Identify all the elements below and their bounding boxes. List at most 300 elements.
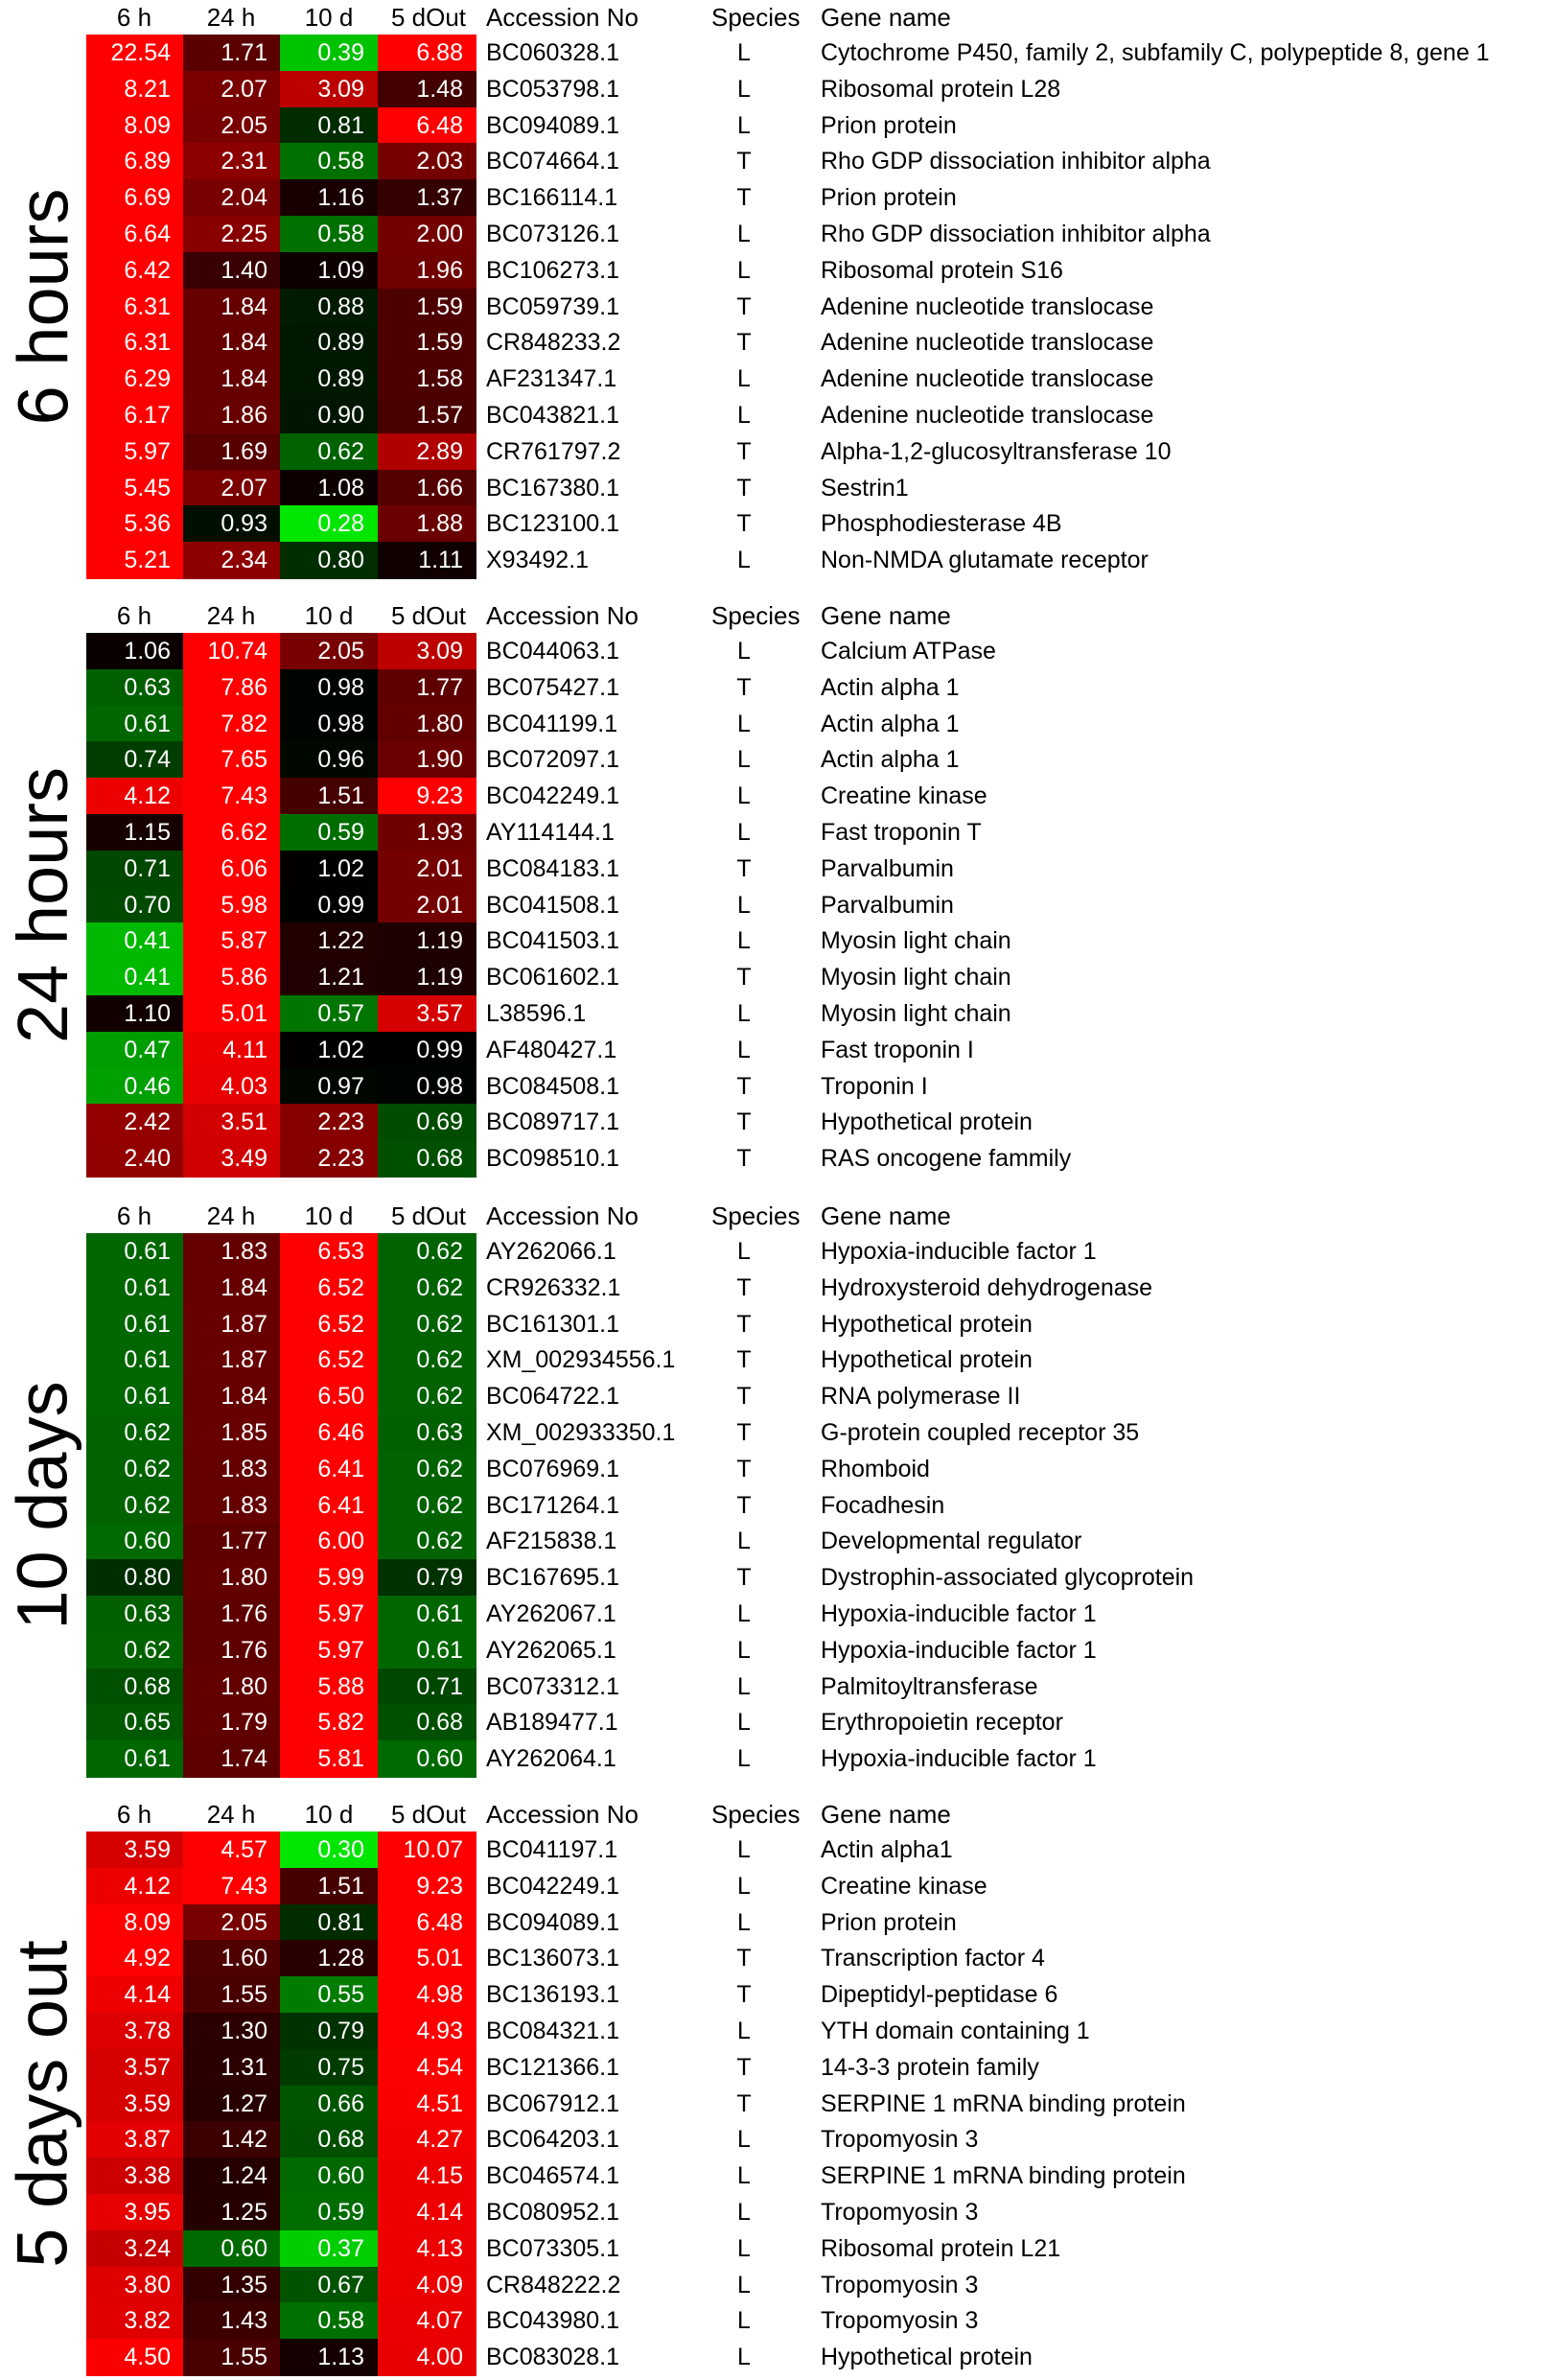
species-code: T — [736, 1145, 752, 1173]
heatmap-cell: 0.75 — [280, 2049, 378, 2087]
accession-number: BC167695.1 — [486, 1564, 620, 1592]
heatmap-cell: 1.88 — [378, 505, 476, 543]
species-code: L — [737, 1745, 751, 1773]
species-code: T — [736, 329, 752, 357]
heatmap-cell: 2.40 — [86, 1140, 184, 1178]
heatmap-cell: 4.98 — [378, 1976, 476, 2014]
gene-name: Actin alpha 1 — [821, 710, 960, 737]
species-code: T — [736, 673, 752, 701]
heatmap-cell: 6.00 — [280, 1523, 378, 1560]
heatmap-panel — [0, 0, 1556, 578]
gene-name: Palmitoyltransferase — [821, 1672, 1038, 1700]
gene-name: Tropomyosin 3 — [821, 2271, 979, 2298]
column-header: Gene name — [821, 3, 951, 32]
heatmap-cell: 6.52 — [280, 1342, 378, 1379]
heatmap-cell: 2.23 — [280, 1140, 378, 1178]
heatmap-cell: 2.25 — [183, 216, 281, 253]
species-code: T — [736, 1945, 752, 1972]
table-row — [0, 1904, 1556, 1941]
heatmap-cell: 0.62 — [378, 1451, 476, 1488]
gene-name: Rho GDP dissociation inhibitor alpha — [821, 148, 1211, 175]
heatmap-cell: 3.51 — [183, 1104, 281, 1141]
heatmap-cell: 0.62 — [86, 1487, 184, 1525]
table-row — [0, 1487, 1556, 1524]
table-row — [0, 1068, 1556, 1105]
table-row — [0, 1451, 1556, 1487]
accession-number: BC167380.1 — [486, 474, 620, 502]
heatmap-cell: 0.61 — [86, 1306, 184, 1343]
heatmap-cell: 0.37 — [280, 2230, 378, 2268]
heatmap-cell: 7.43 — [183, 1868, 281, 1905]
accession-number: BC161301.1 — [486, 1310, 620, 1338]
species-code: L — [737, 75, 751, 103]
gene-name: SERPINE 1 mRNA binding protein — [821, 2089, 1186, 2117]
table-row — [0, 1378, 1556, 1414]
heatmap-cell: 0.62 — [86, 1451, 184, 1488]
heatmap-cell: 0.63 — [86, 1596, 184, 1633]
heatmap-cell: 1.84 — [183, 361, 281, 398]
heatmap-cell: 0.68 — [378, 1140, 476, 1178]
species-code: L — [737, 1672, 751, 1700]
heatmap-cell: 0.61 — [86, 1270, 184, 1307]
gene-name: Actin alpha 1 — [821, 673, 960, 701]
species-code: L — [737, 547, 751, 574]
heatmap-cell: 0.63 — [378, 1414, 476, 1452]
heatmap-cell: 3.82 — [86, 2302, 184, 2340]
heatmap-cell: 2.01 — [378, 851, 476, 888]
gene-name: YTH domain containing 1 — [821, 2018, 1090, 2044]
gene-name: Ribosomal protein L21 — [821, 2234, 1061, 2262]
table-row — [0, 1740, 1556, 1777]
heatmap-cell: 3.59 — [86, 1832, 184, 1869]
species-code: T — [736, 1346, 752, 1374]
heatmap-cell: 6.17 — [86, 397, 184, 434]
table-row — [0, 706, 1556, 742]
heatmap-cell: 1.19 — [378, 922, 476, 960]
table-row — [0, 2158, 1556, 2194]
accession-number: BC136193.1 — [486, 1981, 620, 2009]
table-row — [0, 814, 1556, 851]
species-code: T — [736, 1072, 752, 1100]
column-header: 5 dOut — [390, 1800, 467, 1829]
gene-name: Hypothetical protein — [821, 2344, 1033, 2371]
heatmap-cell: 3.49 — [183, 1140, 281, 1178]
gene-name: Dystrophin-associated glycoprotein — [821, 1564, 1195, 1592]
heatmap-cell: 1.19 — [378, 959, 476, 996]
heatmap-cell: 1.42 — [183, 2121, 281, 2158]
heatmap-cell: 1.84 — [183, 1378, 281, 1415]
heatmap-cell: 1.11 — [378, 542, 476, 579]
column-header: Species — [711, 1202, 801, 1230]
heatmap-cell: 4.14 — [378, 2194, 476, 2231]
heatmap-cell: 0.60 — [378, 1740, 476, 1778]
accession-number: BC171264.1 — [486, 1491, 620, 1519]
gene-name: Cytochrome P450, family 2, subfamily C, polypeptide 8, gene 1 — [821, 39, 1490, 66]
accession-number: BC106273.1 — [486, 256, 620, 284]
heatmap-cell: 1.85 — [183, 1414, 281, 1452]
table-row — [0, 505, 1556, 542]
heatmap-cell: 1.77 — [378, 669, 476, 707]
heatmap-cell: 1.60 — [183, 1940, 281, 1977]
accession-number: BC073126.1 — [486, 221, 620, 247]
species-code: L — [737, 2344, 751, 2371]
heatmap-cell: 5.86 — [183, 959, 281, 996]
accession-number: BC044063.1 — [486, 638, 620, 665]
heatmap-cell: 0.57 — [280, 995, 378, 1033]
heatmap-cell: 0.61 — [86, 1740, 184, 1778]
column-header: Accession No — [486, 1800, 639, 1829]
heatmap-cell: 1.22 — [280, 922, 378, 960]
table-row — [0, 2013, 1556, 2049]
heatmap-cell: 3.09 — [280, 71, 378, 108]
heatmap-cell: 0.62 — [378, 1233, 476, 1271]
species-code: L — [737, 2271, 751, 2298]
table-row — [0, 2267, 1556, 2303]
column-header: Accession No — [486, 601, 639, 630]
species-code: L — [737, 1036, 751, 1063]
table-row — [0, 361, 1556, 397]
accession-number: AY114144.1 — [486, 819, 615, 846]
column-header: Accession No — [486, 3, 639, 32]
accession-number: BC098510.1 — [486, 1145, 620, 1173]
column-header: 24 h — [206, 3, 256, 32]
gene-name: Dipeptidyl-peptidase 6 — [821, 1981, 1058, 2009]
heatmap-cell: 4.09 — [378, 2267, 476, 2304]
heatmap-cell: 1.57 — [378, 397, 476, 434]
table-row — [0, 1632, 1556, 1668]
gene-name: Hypoxia-inducible factor 1 — [821, 1600, 1097, 1627]
gene-name: Ribosomal protein S16 — [821, 256, 1063, 284]
heatmap-cell: 1.09 — [280, 252, 378, 290]
heatmap-cell: 6.69 — [86, 179, 184, 217]
heatmap-cell: 0.81 — [280, 107, 378, 145]
species-code: L — [737, 1238, 751, 1265]
species-code: L — [737, 1000, 751, 1027]
heatmap-cell: 3.09 — [378, 633, 476, 670]
heatmap-cell: 4.54 — [378, 2049, 476, 2087]
table-row — [0, 1976, 1556, 2013]
gene-name: Myosin light chain — [821, 927, 1011, 955]
column-header: 5 dOut — [390, 1202, 467, 1230]
heatmap-cell: 4.07 — [378, 2302, 476, 2340]
heatmap-cell: 0.58 — [280, 216, 378, 253]
heatmap-cell: 1.76 — [183, 1596, 281, 1633]
heatmap-cell: 5.97 — [280, 1632, 378, 1669]
heatmap-cell: 3.78 — [86, 2013, 184, 2050]
heatmap-cell: 2.89 — [378, 433, 476, 471]
gene-name: Hypoxia-inducible factor 1 — [821, 1636, 1097, 1664]
heatmap-cell: 0.61 — [86, 1378, 184, 1415]
heatmap-cell: 6.31 — [86, 289, 184, 326]
heatmap-cell: 1.21 — [280, 959, 378, 996]
accession-number: BC043980.1 — [486, 2307, 620, 2335]
heatmap-cell: 4.12 — [86, 1868, 184, 1905]
heatmap-cell: 4.15 — [378, 2158, 476, 2195]
heatmap-cell: 3.24 — [86, 2230, 184, 2268]
heatmap-cell: 0.60 — [86, 1523, 184, 1560]
heatmap-cell: 0.74 — [86, 741, 184, 779]
heatmap-cell: 2.07 — [183, 470, 281, 507]
heatmap-cell: 1.02 — [280, 851, 378, 888]
accession-number: BC042249.1 — [486, 1872, 620, 1900]
species-code: L — [737, 819, 751, 846]
heatmap-cell: 7.86 — [183, 669, 281, 707]
heatmap-cell: 1.84 — [183, 1270, 281, 1307]
gene-name: Adenine nucleotide translocase — [821, 329, 1154, 357]
table-row — [0, 433, 1556, 470]
heatmap-cell: 2.03 — [378, 143, 476, 180]
heatmap-cell: 22.54 — [86, 35, 184, 72]
table-row — [0, 216, 1556, 252]
accession-number: BC067912.1 — [486, 2089, 620, 2117]
accession-number: CR848233.2 — [486, 329, 621, 357]
column-header: 6 h — [116, 1202, 152, 1230]
heatmap-cell: 0.70 — [86, 887, 184, 924]
heatmap-cell: 4.51 — [378, 2086, 476, 2123]
heatmap-cell: 1.84 — [183, 324, 281, 362]
gene-name: Hypoxia-inducible factor 1 — [821, 1238, 1097, 1265]
heatmap-cell: 1.58 — [378, 361, 476, 398]
column-header: 5 dOut — [390, 601, 467, 630]
species-code: L — [737, 1872, 751, 1900]
table-row — [0, 1940, 1556, 1976]
heatmap-cell: 2.34 — [183, 542, 281, 579]
heatmap-cell: 2.31 — [183, 143, 281, 180]
accession-number: BC041197.1 — [486, 1836, 618, 1863]
heatmap-cell: 0.58 — [280, 143, 378, 180]
heatmap-cell: 1.93 — [378, 814, 476, 852]
species-code: L — [737, 1709, 751, 1737]
species-code: L — [737, 256, 751, 284]
accession-number: XM_002934556.1 — [486, 1346, 676, 1374]
table-row — [0, 1704, 1556, 1740]
heatmap-cell: 0.80 — [280, 542, 378, 579]
heatmap-cell: 4.12 — [86, 778, 184, 815]
accession-number: BC041503.1 — [486, 927, 620, 955]
heatmap-cell: 0.80 — [86, 1559, 184, 1597]
species-code: L — [737, 638, 751, 665]
heatmap-cell: 3.87 — [86, 2121, 184, 2158]
heatmap-cell: 0.65 — [86, 1704, 184, 1741]
heatmap-cell: 0.62 — [86, 1414, 184, 1452]
accession-number: BC042249.1 — [486, 782, 620, 810]
heatmap-cell: 0.68 — [86, 1668, 184, 1706]
table-row — [0, 252, 1556, 289]
heatmap-panel — [0, 1797, 1556, 2375]
table-row — [0, 397, 1556, 433]
gene-name: Tropomyosin 3 — [821, 2126, 979, 2154]
heatmap-cell: 0.97 — [280, 1068, 378, 1106]
heatmap-cell: 1.59 — [378, 324, 476, 362]
species-code: L — [737, 2199, 751, 2226]
heatmap-cell: 0.62 — [378, 1523, 476, 1560]
species-code: L — [737, 1636, 751, 1664]
table-row — [0, 2194, 1556, 2230]
gene-name: Rho GDP dissociation inhibitor alpha — [821, 221, 1211, 247]
gene-name: G-protein coupled receptor 35 — [821, 1419, 1140, 1446]
table-row — [0, 2302, 1556, 2339]
accession-number: BC061602.1 — [486, 964, 620, 992]
species-code: L — [737, 39, 751, 66]
heatmap-cell: 1.83 — [183, 1451, 281, 1488]
heatmap-cell: 0.59 — [280, 814, 378, 852]
heatmap-cell: 3.57 — [86, 2049, 184, 2087]
heatmap-cell: 0.67 — [280, 2267, 378, 2304]
heatmap-cell: 0.66 — [280, 2086, 378, 2123]
accession-number: BC080952.1 — [486, 2199, 620, 2226]
gene-name: Focadhesin — [821, 1491, 945, 1519]
gene-name: Troponin I — [821, 1072, 928, 1100]
table-row — [0, 1233, 1556, 1270]
heatmap-cell: 0.62 — [378, 1342, 476, 1379]
gene-name: Adenine nucleotide translocase — [821, 402, 1154, 429]
species-code: T — [736, 854, 752, 882]
table-row — [0, 107, 1556, 144]
accession-number: BC076969.1 — [486, 1455, 620, 1482]
gene-name: Erythropoietin receptor — [821, 1709, 1063, 1737]
heatmap-cell: 1.59 — [378, 289, 476, 326]
heatmap-cell: 1.27 — [183, 2086, 281, 2123]
heatmap-cell: 1.13 — [280, 2339, 378, 2376]
heatmap-cell: 5.97 — [86, 433, 184, 471]
heatmap-cell: 6.06 — [183, 851, 281, 888]
heatmap-cell: 2.42 — [86, 1104, 184, 1141]
gene-name: Hypoxia-inducible factor 1 — [821, 1745, 1097, 1773]
accession-number: BC094089.1 — [486, 1908, 620, 1936]
column-header: Species — [711, 1800, 801, 1829]
heatmap-cell: 0.62 — [378, 1487, 476, 1525]
species-code: T — [736, 292, 752, 320]
accession-number: BC094089.1 — [486, 111, 620, 139]
accession-number: BC121366.1 — [486, 2053, 620, 2081]
table-row — [0, 1559, 1556, 1596]
gene-name: Prion protein — [821, 1908, 957, 1936]
heatmap-cell: 0.62 — [378, 1270, 476, 1307]
accession-number: AB189477.1 — [486, 1709, 618, 1737]
heatmap-cell: 0.99 — [378, 1032, 476, 1069]
heatmap-cell: 4.50 — [86, 2339, 184, 2376]
gene-name: Rhomboid — [821, 1455, 930, 1482]
heatmap-cell: 5.99 — [280, 1559, 378, 1597]
accession-number: BC073305.1 — [486, 2234, 620, 2262]
species-code: L — [737, 2162, 751, 2190]
heatmap-cell: 6.52 — [280, 1270, 378, 1307]
heatmap-cell: 0.30 — [280, 1832, 378, 1869]
accession-number: BC059739.1 — [486, 292, 620, 320]
heatmap-cell: 4.03 — [183, 1068, 281, 1106]
heatmap-cell: 5.97 — [280, 1596, 378, 1633]
species-code: L — [737, 782, 751, 810]
gene-name: Creatine kinase — [821, 1872, 987, 1900]
heatmap-cell: 4.27 — [378, 2121, 476, 2158]
heatmap-cell: 7.43 — [183, 778, 281, 815]
heatmap-cell: 5.21 — [86, 542, 184, 579]
heatmap-cell: 0.71 — [378, 1668, 476, 1706]
heatmap-cell: 0.61 — [86, 1233, 184, 1271]
heatmap-cell: 1.43 — [183, 2302, 281, 2340]
heatmap-cell: 6.46 — [280, 1414, 378, 1452]
species-code: T — [736, 184, 752, 212]
heatmap-cell: 6.88 — [378, 35, 476, 72]
heatmap-cell: 1.37 — [378, 179, 476, 217]
accession-number: BC084508.1 — [486, 1072, 620, 1100]
heatmap-cell: 0.98 — [378, 1068, 476, 1106]
gene-name: Tropomyosin 3 — [821, 2199, 979, 2226]
accession-number: AY262065.1 — [486, 1636, 616, 1664]
accession-number: BC074664.1 — [486, 148, 620, 175]
table-row — [0, 1523, 1556, 1559]
accession-number: BC072097.1 — [486, 746, 620, 774]
heatmap-cell: 1.76 — [183, 1632, 281, 1669]
table-row — [0, 1342, 1556, 1378]
heatmap-cell: 0.60 — [280, 2158, 378, 2195]
gene-name: SERPINE 1 mRNA binding protein — [821, 2162, 1186, 2190]
accession-number: AY262067.1 — [486, 1600, 616, 1627]
gene-name: Hypothetical protein — [821, 1310, 1033, 1338]
heatmap-cell: 0.39 — [280, 35, 378, 72]
heatmap-cell: 4.13 — [378, 2230, 476, 2268]
column-header: 24 h — [206, 601, 256, 630]
accession-number: AY262064.1 — [486, 1745, 616, 1773]
column-header: Accession No — [486, 1202, 639, 1230]
heatmap-cell: 3.80 — [86, 2267, 184, 2304]
table-row — [0, 470, 1556, 506]
table-row — [0, 2339, 1556, 2375]
table-row — [0, 324, 1556, 361]
species-code: L — [737, 1528, 751, 1555]
table-row — [0, 2121, 1556, 2158]
heatmap-cell: 1.35 — [183, 2267, 281, 2304]
heatmap-cell: 6.53 — [280, 1233, 378, 1271]
heatmap-cell: 6.64 — [86, 216, 184, 253]
heatmap-cell: 2.07 — [183, 71, 281, 108]
table-row — [0, 179, 1556, 216]
heatmap-cell: 1.24 — [183, 2158, 281, 2195]
heatmap-cell: 0.98 — [280, 706, 378, 743]
table-row — [0, 289, 1556, 325]
accession-number: BC073312.1 — [486, 1672, 620, 1700]
gene-name: Myosin light chain — [821, 964, 1011, 992]
heatmap-cell: 5.01 — [378, 1940, 476, 1977]
heatmap-cell: 0.90 — [280, 397, 378, 434]
heatmap-cell: 0.61 — [86, 1342, 184, 1379]
accession-number: CR926332.1 — [486, 1273, 621, 1301]
heatmap-cell: 0.61 — [378, 1596, 476, 1633]
species-code: T — [736, 1981, 752, 2009]
table-row — [0, 1832, 1556, 1868]
table-row — [0, 1306, 1556, 1342]
heatmap-cell: 0.96 — [280, 741, 378, 779]
gene-name: RNA polymerase II — [821, 1383, 1021, 1411]
heatmap-cell: 2.00 — [378, 216, 476, 253]
accession-number: BC083028.1 — [486, 2344, 620, 2371]
heatmap-cell: 1.80 — [183, 1559, 281, 1597]
table-row — [0, 778, 1556, 814]
heatmap-cell: 0.81 — [280, 1904, 378, 1942]
column-header: Gene name — [821, 601, 951, 630]
gene-name: Adenine nucleotide translocase — [821, 365, 1154, 393]
gene-name: Sestrin1 — [821, 474, 909, 502]
accession-number: AY262066.1 — [486, 1238, 616, 1265]
table-row — [0, 1270, 1556, 1306]
heatmap-cell: 1.86 — [183, 397, 281, 434]
accession-number: BC043821.1 — [486, 402, 620, 429]
table-row — [0, 741, 1556, 778]
accession-number: BC046574.1 — [486, 2162, 620, 2190]
table-row — [0, 2230, 1556, 2267]
table-row — [0, 1868, 1556, 1904]
species-code: L — [737, 111, 751, 139]
